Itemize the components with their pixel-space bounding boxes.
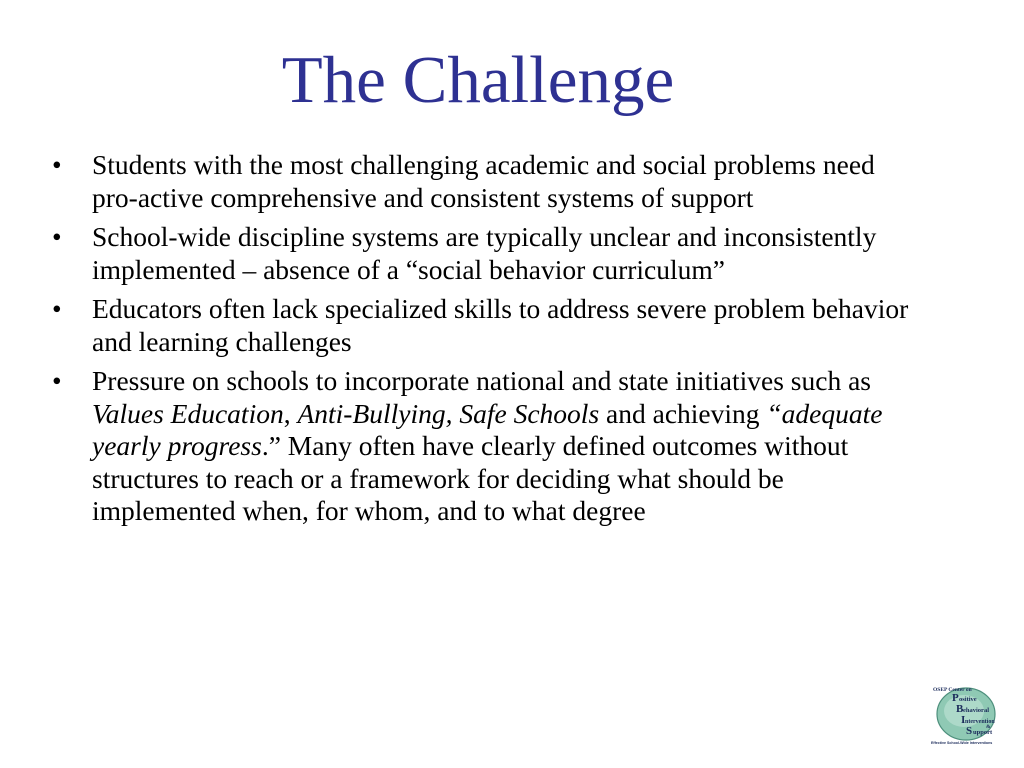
bullet-text: Educators often lack specialized skills to address severe problem behavior and learning challenges — [92, 293, 909, 357]
logo-word-b: ehavioral — [963, 707, 989, 714]
bullet-text-italic: “adequate yearly progress — [92, 397, 883, 461]
logo-letter-b: B — [956, 703, 964, 715]
bullet-marker: • — [52, 293, 62, 324]
logo-letter-p: P — [952, 692, 959, 704]
bullet-text: School-wide discipline systems are typically unclear and inconsistently implemented – absence of a “social behavior curriculum” — [92, 221, 877, 285]
bullet-text-italic: Anti-Bullying, Safe Schools — [297, 397, 600, 429]
bullet-item — [52, 149, 922, 214]
bullet-text-italic: Values Education — [92, 397, 284, 429]
logo-letter-s: S — [966, 725, 973, 737]
bullet-text: , — [283, 397, 298, 429]
pbis-logo — [928, 684, 1008, 746]
logo-ampersand: & — [986, 724, 991, 730]
bullet-marker: • — [52, 365, 62, 396]
bullet-item — [52, 221, 922, 286]
bullet-text: Students with the most challenging academic and social problems need pro-active comprehensive and consistent systems of support — [92, 149, 875, 213]
bullet-item — [52, 365, 922, 528]
slide-title: The Challenge — [281, 43, 675, 117]
logo-letter-i: I — [961, 714, 966, 726]
bullet-item — [52, 293, 922, 358]
logo-word-s: upport — [973, 729, 993, 736]
logo-footer: Effective School-Wide Interventions — [931, 741, 993, 745]
pbis-logo-icon — [928, 684, 1008, 746]
logo-header: OSEP Center on — [933, 687, 972, 693]
logo-word-p: ositive — [959, 696, 977, 703]
bullet-list — [52, 149, 922, 535]
bullet-text: Pressure on schools to incorporate national and state initiatives such as — [92, 365, 871, 396]
bullet-marker: • — [52, 221, 62, 252]
bullet-text: .” Many often have clearly defined outcomes without structures to reach or a framework for deciding what should be implemented when, for whom, and to what degree — [92, 430, 849, 526]
bullet-marker: • — [52, 149, 62, 180]
bullet-text: and achieving — [599, 397, 767, 429]
logo-word-i: ntervention — [965, 719, 995, 725]
